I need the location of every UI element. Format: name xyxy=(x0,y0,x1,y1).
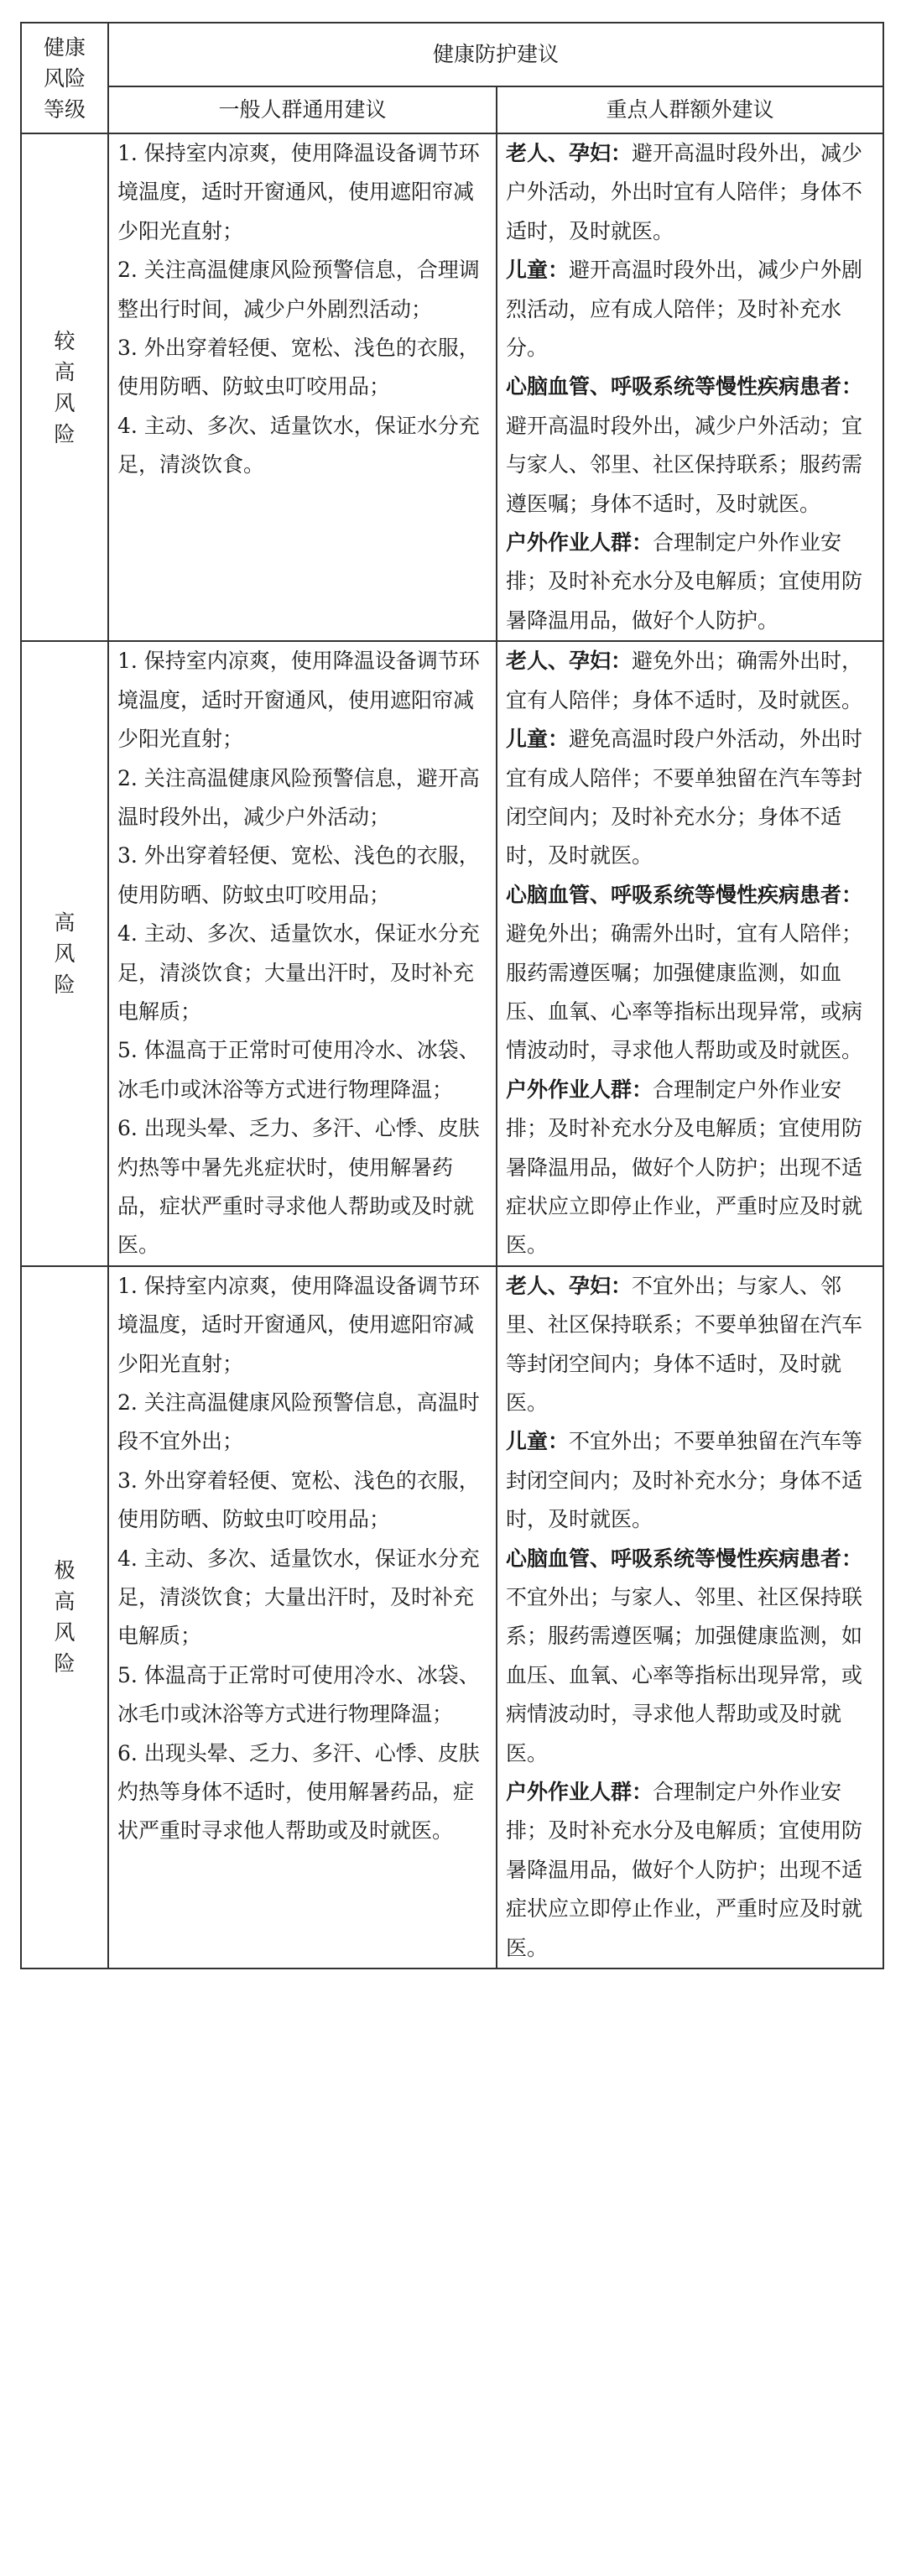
key-group-advice xyxy=(506,251,874,368)
key-group-advice xyxy=(506,134,874,251)
general-advice-item: 5. 体温高于正常时可使用冷水、冰袋、冰毛巾或沐浴等方式进行物理降温； xyxy=(117,1662,480,1727)
key-group-text: 避免高温时段户外活动，外出时宜有成人陪伴；不要单独留在汽车等封闭空间内；及时补充水分；身体不适时，及时就医。 xyxy=(506,727,863,868)
general-advice-item: 4. 主动、多次、适量饮水，保证水分充足，清淡饮食。 xyxy=(117,413,480,477)
risk-level-char: 险 xyxy=(54,973,76,998)
general-advice-cell xyxy=(108,1266,497,1969)
risk-level-char: 较 xyxy=(54,328,76,353)
general-advice-item: 3. 外出穿着轻便、宽松、浅色的衣服，使用防晒、防蚊虫叮咬用品； xyxy=(117,1468,480,1532)
key-group-label: 心脑血管、呼吸系统等慢性疾病患者： xyxy=(506,374,863,399)
risk-level-header-line: 等级 xyxy=(43,96,86,122)
key-group-label: 户外作业人群： xyxy=(506,530,653,555)
general-advice-header: 一般人群通用建议 xyxy=(108,86,497,133)
risk-level-char: 风 xyxy=(54,1620,76,1645)
key-group-text: 避免外出；确需外出时，宜有人陪伴；服药需遵医嘱；加强健康监测，如血压、血氧、心率等指标出现异常，或病情波动时，寻求他人帮助或及时就医。 xyxy=(506,921,863,1063)
general-advice-item: 4. 主动、多次、适量饮水，保证水分充足，清淡饮食；大量出汗时，及时补充电解质； xyxy=(117,921,480,1024)
key-advice-cell xyxy=(497,133,883,641)
key-advice-cell xyxy=(497,1266,883,1969)
key-group-advice xyxy=(506,368,874,524)
general-advice-item: 1. 保持室内凉爽，使用降温设备调节环境温度，适时开窗通风，使用遮阳帘减少阳光直射； xyxy=(117,1273,480,1376)
key-group-label: 心脑血管、呼吸系统等慢性疾病患者： xyxy=(506,882,863,907)
key-group-label: 儿童： xyxy=(506,1429,570,1454)
key-group-advice xyxy=(506,1422,874,1539)
risk-level-header-line: 风险 xyxy=(43,65,86,91)
key-group-label: 户外作业人群： xyxy=(506,1077,653,1102)
risk-level-char: 风 xyxy=(54,390,76,415)
key-group-advice xyxy=(506,1540,874,1773)
key-group-text: 合理制定户外作业安排；及时补充水分及电解质；宜使用防暑降温用品，做好个人防护；出现不适症状应立即停止作业，严重时应及时就医。 xyxy=(506,1780,863,1960)
general-advice-item: 6. 出现头晕、乏力、多汗、心悸、皮肤灼热等身体不适时，使用解暑药品，症状严重时寻求他人帮助或及时就医。 xyxy=(117,1740,480,1843)
key-group-label: 老人、孕妇： xyxy=(506,649,633,674)
general-advice-item: 2. 关注高温健康风险预警信息，合理调整出行时间，减少户外剧烈活动； xyxy=(117,258,480,321)
key-group-label: 老人、孕妇： xyxy=(506,1273,633,1298)
key-group-label: 心脑血管、呼吸系统等慢性疾病患者： xyxy=(506,1546,863,1571)
key-group-label: 儿童： xyxy=(506,727,570,752)
risk-level-char: 险 xyxy=(54,1651,76,1676)
general-advice-item: 6. 出现头晕、乏力、多汗、心悸、皮肤灼热等中暑先兆症状时，使用解暑药品，症状严重时寻求他人帮助或及时就医。 xyxy=(117,1116,480,1258)
key-group-text: 避开高温时段外出，减少户外剧烈活动，应有成人陪伴；及时补充水分。 xyxy=(506,258,863,361)
key-group-advice xyxy=(506,642,874,720)
general-advice-item: 1. 保持室内凉爽，使用降温设备调节环境温度，适时开窗通风，使用遮阳帘减少阳光直射； xyxy=(117,141,480,243)
risk-level-char: 高 xyxy=(54,1589,76,1614)
health-advice-table xyxy=(20,22,884,1969)
risk-level-char: 风 xyxy=(54,941,76,967)
general-advice-item: 2. 关注高温健康风险预警信息，避开高温时段外出，减少户外活动； xyxy=(117,765,480,829)
risk-level-cell xyxy=(21,641,108,1266)
risk-level-row xyxy=(21,641,883,1266)
general-advice-item: 1. 保持室内凉爽，使用降温设备调节环境温度，适时开窗通风，使用遮阳帘减少阳光直射； xyxy=(117,649,480,752)
risk-level-cell xyxy=(21,1266,108,1969)
key-advice-header: 重点人群额外建议 xyxy=(497,86,883,133)
risk-level-header-line: 健康 xyxy=(43,34,86,60)
key-group-text: 避开高温时段外出，减少户外活动；宜与家人、邻里、社区保持联系；服药需遵医嘱；身体不适时，及时就医。 xyxy=(506,413,863,516)
risk-level-cell xyxy=(21,133,108,641)
key-group-text: 不宜外出；不要单独留在汽车等封闭空间内；及时补充水分；身体不适时，及时就医。 xyxy=(506,1429,863,1532)
general-advice-item: 4. 主动、多次、适量饮水，保证水分充足，清淡饮食；大量出汗时，及时补充电解质； xyxy=(117,1546,480,1649)
key-advice-cell xyxy=(497,641,883,1266)
key-group-text: 不宜外出；与家人、邻里、社区保持联系；不要单独留在汽车等封闭空间内；身体不适时，及时就医。 xyxy=(506,1273,863,1415)
key-group-label: 儿童： xyxy=(506,258,570,283)
key-group-advice xyxy=(506,1773,874,1968)
risk-level-char: 险 xyxy=(54,421,76,446)
risk-level-row xyxy=(21,1266,883,1969)
general-advice-item: 3. 外出穿着轻便、宽松、浅色的衣服，使用防晒、防蚊虫叮咬用品； xyxy=(117,336,480,399)
general-advice-cell xyxy=(108,641,497,1266)
key-group-label: 老人、孕妇： xyxy=(506,141,633,165)
general-advice-item: 3. 外出穿着轻便、宽松、浅色的衣服，使用防晒、防蚊虫叮咬用品； xyxy=(117,843,480,907)
key-group-advice xyxy=(506,720,874,876)
key-group-text: 合理制定户外作业安排；及时补充水分及电解质；宜使用防暑降温用品，做好个人防护。 xyxy=(506,530,863,633)
key-group-advice xyxy=(506,876,874,1071)
key-group-text: 不宜外出；与家人、邻里、社区保持联系；服药需遵医嘱；加强健康监测，如血压、血氧、心率等指标出现异常，或病情波动时，寻求他人帮助或及时就医。 xyxy=(506,1585,863,1765)
risk-level-header xyxy=(21,23,108,133)
key-group-text: 合理制定户外作业安排；及时补充水分及电解质；宜使用防暑降温用品，做好个人防护；出现不适症状应立即停止作业，严重时应及时就医。 xyxy=(506,1077,863,1258)
key-group-label: 户外作业人群： xyxy=(506,1780,653,1805)
risk-level-char: 高 xyxy=(54,910,76,936)
risk-level-row xyxy=(21,133,883,641)
advice-header: 健康防护建议 xyxy=(108,23,883,86)
risk-level-char: 极 xyxy=(54,1558,76,1583)
general-advice-item: 2. 关注高温健康风险预警信息，高温时段不宜外出； xyxy=(117,1390,480,1454)
risk-level-char: 高 xyxy=(54,359,76,384)
key-group-text: 避开高温时段外出，减少户外活动，外出时宜有人陪伴；身体不适时，及时就医。 xyxy=(506,141,863,243)
key-group-advice xyxy=(506,1071,874,1265)
key-group-advice xyxy=(506,524,874,640)
general-advice-cell xyxy=(108,133,497,641)
key-group-advice xyxy=(506,1267,874,1423)
general-advice-item: 5. 体温高于正常时可使用冷水、冰袋、冰毛巾或沐浴等方式进行物理降温； xyxy=(117,1038,480,1102)
key-group-text: 避免外出；确需外出时，宜有人陪伴；身体不适时，及时就医。 xyxy=(506,649,863,712)
